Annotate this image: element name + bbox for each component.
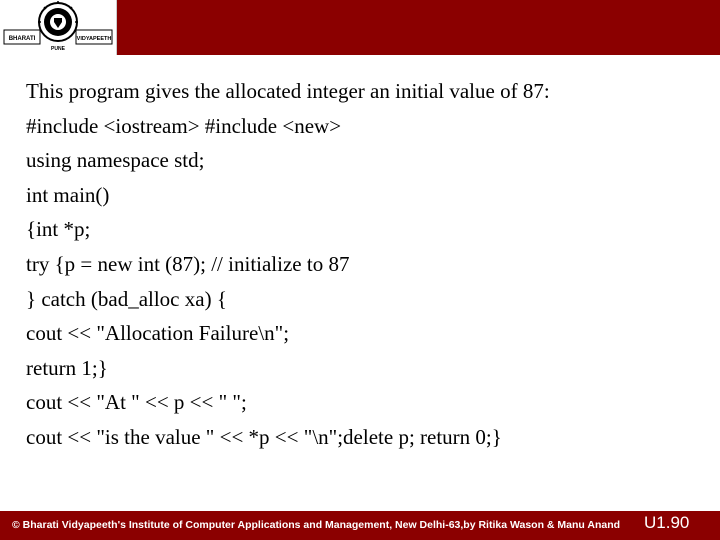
logo-text-bottom: PUNE xyxy=(51,46,65,52)
content-line: cout << "is the value " << *p << "\n";delete p; return 0;} xyxy=(26,424,502,449)
content-line: cout << "Allocation Failure\n"; xyxy=(26,321,290,346)
code-content xyxy=(26,74,706,455)
content-line: return 1;} xyxy=(26,355,108,380)
content-line: {int *p; xyxy=(26,217,91,242)
emblem-icon xyxy=(0,0,116,55)
content-line: #include <iostream> #include <new> xyxy=(26,113,342,138)
institute-logo xyxy=(0,0,117,55)
content-line: using namespace std; xyxy=(26,148,205,173)
content-line: cout << "At " << p << " "; xyxy=(26,390,247,415)
content-line: try {p = new int (87); // initialize to 87 xyxy=(26,251,350,276)
footer-credit: © Bharati Vidyapeeth's Institute of Computer Applications and Management, New Delhi-63,by Ritika Wason & Manu Anand xyxy=(12,519,621,531)
page-number: U1.90 xyxy=(644,513,690,532)
logo-text-right: VIDYAPEETH xyxy=(76,36,112,42)
content-line: This program gives the allocated integer an initial value of 87: xyxy=(26,79,550,103)
content-line: int main() xyxy=(26,182,110,207)
logo-text-left: BHARATI xyxy=(8,36,36,42)
content-line: } catch (bad_alloc xa) { xyxy=(26,286,227,311)
